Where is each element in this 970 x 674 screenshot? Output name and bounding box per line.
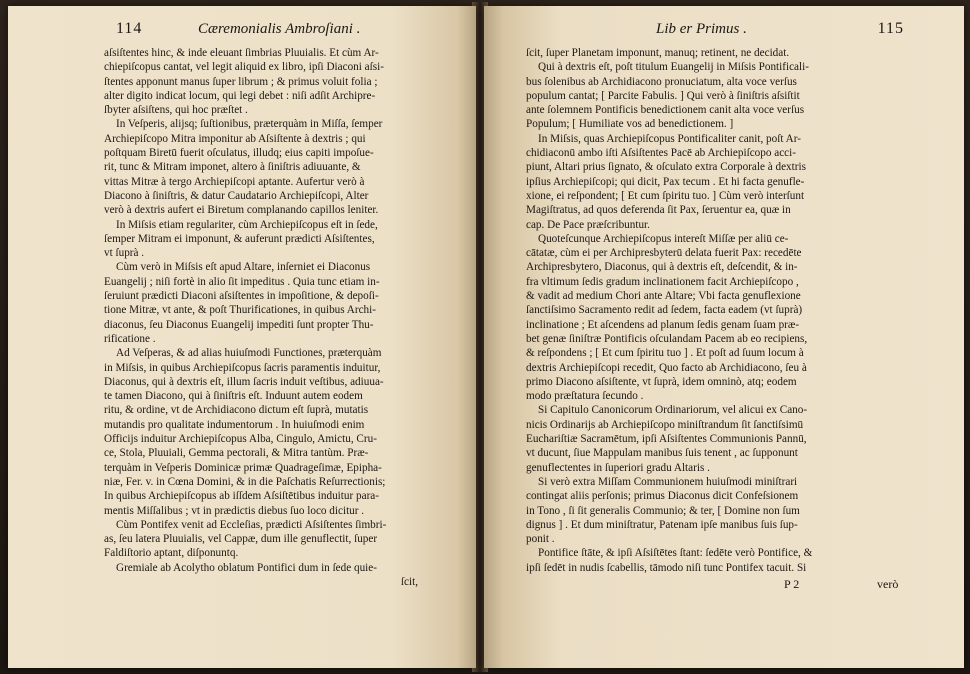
text-line: rit, tunc & Mitram imponet, altero à ſiniſtris adiuuante, & [104, 161, 361, 174]
text-line: dignus ] . Et dum miniſtratur, Patenam ipſe manibus ſuis ſup- [526, 518, 798, 531]
text-line: Diaconus, qui à dextris eſt, illum ſacris induit veſtibus, adiuua- [104, 375, 384, 388]
text-line: tione Mitræ, vt ante, & poſt Thurificationes, in quibus Archi- [104, 304, 376, 317]
text-line: ſcit, ſuper Planetam imponunt, manuq; retinent, ne decidat. [526, 47, 790, 59]
right-page-header [484, 20, 964, 46]
text-line: bus ſolenibus ab Archidiacono pronuciatum, alta voce verſus [526, 75, 797, 88]
text-line: cap. De Pace præſcribuntur. [526, 218, 650, 231]
text-line: alter digito indicat locum, qui legi debet : niſi adſit Archipre- [104, 89, 376, 102]
text-line: as, ſeu latera Pluuialis, vel Cappæ, dum ille genuflectit, ſuper [104, 533, 378, 546]
text-line: piunt, Altari prius ſignato, & oſculato extra Corporale à dextris [526, 161, 806, 174]
text-line: ipſi ſedēt in nudis ſcabellis, tāmodo niſi tunc Pontifex tacuit. Si [526, 561, 807, 574]
text-line: vt ducunt, ſiue Mappulam manibus ſuis tenent , ac ſupponunt [526, 447, 798, 460]
text-line: Archipresbytero, Diaconus, qui à dextris eſt, deſcendit, & in- [526, 261, 798, 274]
text-line: Euchariſtiæ Sacramētum, ipſi Aſsiſtentes Communionis Pannū, [526, 433, 807, 446]
signature-mark: P 2 [784, 576, 800, 591]
text-line: niæ, Fer. v. in Cœna Domini, & in die Paſchatis Reſurrectionis; [104, 475, 386, 488]
text-line: bet genæ ſiniſtræ Pontificis oſculandam Pacem ab eo recipiens, [526, 332, 808, 345]
text-line: vt ſuprà . [104, 247, 145, 260]
text-line: chidiaconū ambo iſti Aſsiſtentes Pacē ab Archiepiſcopo acci- [526, 147, 796, 160]
text-line: Diacono à ſiniſtris, & datur Caudatario Archiepiſcopi, Alter [104, 189, 369, 202]
text-line: genuflectentes in ſuperiori gradu Altaris . [526, 461, 710, 474]
text-line: ſbyter aſsiſtens, qui hoc præſtet . [104, 104, 248, 117]
text-line: Quoteſcunque Archiepiſcopus intereſt Miſſæ per aliū ce- [538, 232, 789, 245]
text-line: vittas Mitræ à tergo Archiepiſcopi aptante. Aufertur verò à [104, 175, 365, 188]
text-line: terquàm in Veſperis Dominicæ primæ Quadrageſimæ, Epipha- [104, 461, 382, 474]
text-line: verò à dextris aufert ei Biretum complanando capillos leniter. [104, 204, 379, 217]
right-page-number: 115 [877, 20, 904, 37]
text-line: diaconus, ſeu Diaconus Euangelij impediti ſunt propter Thu- [104, 318, 374, 331]
text-line: poſtquam Biretū fuerit oſculatus, illudq; eius capiti impoſue- [104, 147, 374, 160]
text-line: Pontifice ſtāte, & ipſi Aſsiſtētes ſtant: ſedēte verò Pontifice, & [538, 547, 813, 560]
text-line: mutandis pro qualitate indumentorum . In huiuſmodi enim [104, 418, 365, 431]
text-line: in Tono , ſi ſit generalis Communio; & ter, [ Domine non ſum [526, 504, 800, 517]
text-line: chiepiſcopus cantat, vel legit aliquid ex libro, ipſi Diaconi aſsi- [104, 61, 384, 74]
text-line: & reſpondens ; [ Et cum ſpiritu tuo ] . Et poſt ad ſuum locum à [526, 347, 804, 360]
text-line: Officijs induitur Archiepiſcopus Alba, Cingulo, Amictu, Cru- [104, 433, 377, 446]
text-line: dextris Archiepiſcopi recedit, Quo facto ab Archidiacono, ſeu à [526, 361, 807, 374]
text-line: modo præſtatura ſecundo . [526, 390, 644, 403]
text-line: Cùm verò in Miſsis eſt apud Altare, inſerniet ei Diaconus [116, 261, 371, 274]
left-page-number: 114 [116, 20, 143, 37]
text-line: inclinatione ; Et aſcendens ad planum ſedis genam ſuam præ- [526, 318, 800, 331]
text-line: ce, Stola, Pluuiali, Gemma pectorali, & Mitra tantùm. Præ- [104, 447, 369, 460]
text-line: Cùm Pontifex venit ad Eccleſias, prædicti Aſsiſtentes ſimbri- [116, 518, 387, 531]
right-page-footer [784, 577, 964, 592]
text-line: fra vltimum ſedis gradum inclinationem facit Archiepiſcopo , [526, 275, 799, 288]
right-page [484, 6, 964, 668]
text-line: rificatione . [104, 332, 156, 345]
text-line: ſtentes apponunt manus ſuper librum ; & primus voluit folia ; [104, 75, 378, 88]
text-line: ſanctiſsimo Sacramento redit ad ſedem, facta eadem (vt ſuprà) [526, 304, 803, 317]
left-catchword: ſcit, [400, 575, 418, 588]
text-line: In Veſperis, alijsq; ſuſtionibus, præterquàm in Miſſa, ſemper [116, 118, 383, 131]
text-line: Faldiſtorio aptant, diſponuntq. [104, 547, 239, 560]
left-page-header [8, 20, 476, 46]
text-line: Ad Veſperas, & ad alias huiuſmodi Functiones, præterquàm [116, 347, 382, 360]
left-page [8, 6, 476, 668]
text-line: In quibus Archiepiſcopus ab iſſdem Aſsiſtētibus induitur para- [104, 490, 379, 503]
text-line: ponit . [526, 533, 555, 546]
text-line: xione, ei reſpondent; [ Et cum ſpiritu tuo. ] Cùm verò interſunt [526, 189, 805, 202]
text-line: populum cantat; [ Parcite Fabulis. ] Qui verò à ſiniſtris aſsiſtit [526, 89, 800, 102]
text-line: Si verò extra Miſſam Communionem huiuſmodi miniſtrari [538, 475, 798, 488]
text-line: aſsiſtentes hinc, & inde eleuant ſimbrias Pluuialis. Et cùm Ar- [104, 47, 379, 59]
text-line: ante ſolemnem Pontificis benedictionem canit alta voce verſus [526, 104, 805, 117]
text-line: contingat aliis perſonis; primus Diaconus dicit Confeſsionem [526, 490, 799, 503]
text-line: ipſius Archiepiſcopi; qui dicit, Pax tecum . Et hi facta genufle- [526, 175, 805, 188]
right-running-head: Lib er Primus . [656, 21, 747, 37]
text-line: ritu, & ordine, vt de Archidiacono dictum eſt ſuprà, mutatis [104, 404, 369, 417]
right-page-body [526, 46, 964, 575]
text-line: nicis Ordinarijs ab Archiepiſcopo miniſtrandum ſit ſanctiſsimū [526, 418, 804, 431]
left-running-head: Cæremonialis Ambroſiani . [198, 21, 361, 37]
text-line: ſemper Mitram ei imponunt, & auferunt prædicti Aſsiſtentes, [104, 232, 375, 245]
text-line: In Miſsis, quas Archiepiſcopus Pontificaliter canit, poſt Ar- [538, 132, 801, 145]
left-page-body [104, 46, 476, 575]
text-line: te tamen Diacono, qui à ſiniſtris eſt. Induunt autem eodem [104, 390, 363, 403]
text-line: ſeruiunt prædicti Diaconi aſsiſtentes in impoſitione, & depoſi- [104, 290, 379, 303]
text-line: primo Diacono aſsiſtente, vt ſuprà, idem omninò, atq; eodem [526, 375, 797, 388]
text-line: Euangelij ; niſi fortè in alio ſit impeditus . Quia tunc etiam in- [104, 275, 380, 288]
text-line: In Miſsis etiam regulariter, cùm Archiepiſcopus eſt in ſede, [116, 218, 378, 231]
text-line: Qui à dextris eſt, poſt titulum Euangelij in Miſsis Pontificali- [538, 61, 809, 74]
text-line: cātatæ, cùm ei per Archipresbyterū delata fuerit Pax: recedēte [526, 247, 802, 260]
text-line: Gremiale ab Acolytho oblatum Pontifici dum in ſede quie- [116, 561, 377, 574]
text-line: Populum; [ Humiliate vos ad benedictionem. ] [526, 118, 734, 131]
text-line: Magiſtratus, ad quos deferenda ſit Pax, ſeruentur ea, quæ in [526, 204, 791, 217]
text-line: Si Capitulo Canonicorum Ordinariorum, vel alicui ex Cano- [538, 404, 808, 417]
text-line: in Miſsis, in quibus Archiepiſcopus ſacris paramentis induitur, [104, 361, 381, 374]
text-line: mentis Miſſalibus ; vt in prædictis diebus ſuo loco dicitur . [104, 504, 365, 517]
text-line: & vadit ad medium Chori ante Altare; Vbi facta genuflexione [526, 290, 801, 303]
text-line: Archiepiſcopo Mitra imponitur ab Aſsiſtente à dextris ; qui [104, 132, 366, 145]
right-catchword: verò [877, 576, 899, 591]
